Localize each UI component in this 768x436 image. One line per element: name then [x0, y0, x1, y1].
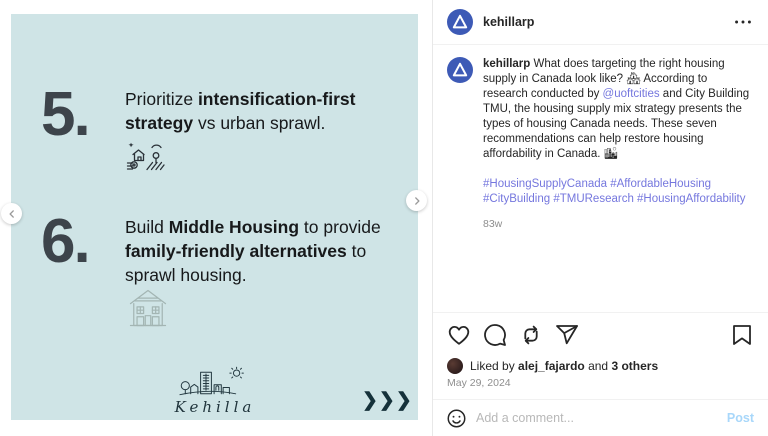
- liked-by-joiner: and: [584, 359, 612, 373]
- item-6-text-bold2: family-friendly alternatives: [125, 241, 347, 261]
- caption-avatar[interactable]: [447, 57, 473, 83]
- chevron-left-icon: [7, 209, 17, 219]
- share-button[interactable]: [553, 321, 581, 349]
- caption-body-2: and City Building TMU, the housing supply mix strategy presents the types of housing Canada needs. These seven recommendations can help restore housing affordability in Canada. 🏙: [483, 88, 750, 160]
- post-info-panel: [432, 0, 768, 436]
- mention-link[interactable]: @uoftcities: [602, 88, 660, 100]
- hashtags[interactable]: #HousingSupplyCanada #AffordableHousing #CityBuilding #TMUResearch #HousingAffordability: [483, 178, 746, 205]
- middle-housing-icon: [125, 285, 171, 331]
- post-comment-button[interactable]: Post: [726, 411, 754, 425]
- carousel-prev-button[interactable]: [1, 203, 22, 224]
- action-bar: [433, 312, 768, 354]
- liked-by-text: [470, 359, 658, 373]
- chevron-right-icon: [412, 196, 422, 206]
- post-date: May 29, 2024: [447, 377, 511, 389]
- item-6-text-mid: to provide: [299, 217, 381, 237]
- carousel-next-button[interactable]: [406, 190, 427, 211]
- smiley-icon: [447, 409, 466, 428]
- repost-cycle-icon: [519, 323, 543, 347]
- like-button[interactable]: [445, 321, 473, 349]
- item-6-text: [125, 215, 397, 287]
- liked-by-user[interactable]: alej_fajardo: [518, 359, 585, 373]
- item-6-text-pre: Build: [125, 217, 169, 237]
- slide-card: [11, 14, 418, 420]
- post-age: 83w: [483, 218, 503, 230]
- item-5-text-mid: vs urban sprawl.: [193, 113, 326, 133]
- header-username[interactable]: kehillarp: [483, 15, 535, 29]
- paper-plane-icon: [555, 323, 579, 347]
- comment-composer: [433, 399, 768, 436]
- item-5-text-bold: intensification-first strategy: [125, 89, 356, 133]
- next-slide-arrows: ❯❯❯: [362, 390, 413, 411]
- comment-bubble-icon: [483, 323, 507, 347]
- save-button[interactable]: [728, 321, 756, 349]
- item-6-number: 6.: [41, 207, 89, 276]
- kehilla-logo: [167, 365, 263, 416]
- caption-text: [483, 57, 754, 232]
- item-6-text-bold1: Middle Housing: [168, 217, 300, 237]
- liked-by-row: [433, 354, 768, 374]
- caption-block: [433, 45, 768, 232]
- repost-button[interactable]: [517, 321, 545, 349]
- liker-avatar[interactable]: [447, 358, 463, 374]
- profile-avatar[interactable]: [447, 9, 473, 35]
- liked-by-prefix: Liked by: [470, 359, 519, 373]
- panel-bottom: [433, 312, 768, 436]
- heart-icon: [447, 323, 471, 347]
- item-5-text-pre: Prioritize: [125, 89, 198, 109]
- comment-button[interactable]: [481, 321, 509, 349]
- item-6-text-end: to sprawl housing.: [125, 241, 367, 285]
- farm-field-icon: [125, 139, 165, 172]
- item-5-number: 5.: [41, 80, 89, 149]
- more-options-icon[interactable]: [732, 11, 754, 33]
- caption-username[interactable]: kehillarp: [483, 58, 531, 70]
- caption-body-1: What does targeting the right housing supply in Canada look like? 🏘 According to research conducted by: [483, 58, 725, 100]
- kehilla-wordmark: Kehilla: [174, 398, 256, 416]
- bookmark-icon: [730, 323, 754, 347]
- item-5-text: [125, 87, 387, 135]
- post-header: [433, 0, 768, 45]
- liked-by-count[interactable]: 3 others: [611, 359, 659, 373]
- kehilla-logo-skyline-icon: [173, 365, 257, 401]
- emoji-button[interactable]: [447, 409, 466, 428]
- comment-input[interactable]: [476, 411, 727, 425]
